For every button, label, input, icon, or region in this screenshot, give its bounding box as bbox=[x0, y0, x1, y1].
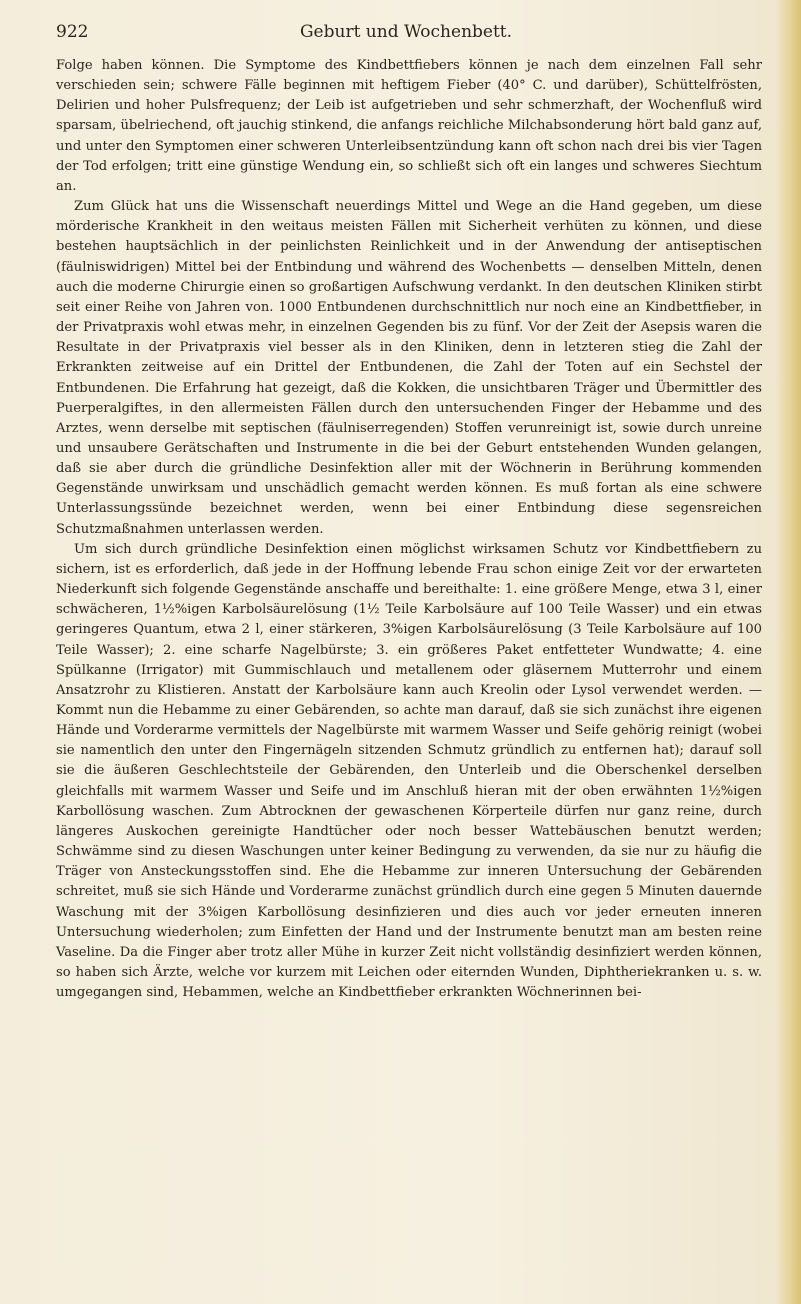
paragraph-disinfection: Um sich durch gründliche Desinfektion einen möglichst wirksamen Schutz vor Kindbettfiebern zu sichern, ist es erforderlich, daß jede in der Hoffnung lebende Frau schon einige Zeit vor der erwarteten Niederkunft sich folgende Gegenstände anschaffe und bereithalte: 1. eine größere Menge, etwa 3 l, einer schwächeren, 1½%igen Karbolsäurelösung (1½ Teile Karbolsäure auf 100 Teile Wasser) und ein etwas geringeres Quantum, etwa 2 l, einer stärkeren, 3%igen Karbolsäurelösung (3 Teile Karbolsäure auf 100 Teile Wasser); 2. eine scharfe Nagelbürste; 3. ein größeres Paket entfetteter Wundwatte; 4. eine Spülkanne (Irrigator) mit Gummischlauch und metallenem oder gläsernem Mutterrohr und einem Ansatzrohr zu Klistieren. Anstatt der Karbolsäure kann auch Kreolin oder Lysol verwendet werden. — Kommt nun die Hebamme zu einer Gebärenden, so achte man darauf, daß sie sich zunächst ihre eigenen Hände und Vorderarme vermittels der Nagelbürste mit warmem Wasser und Seife gehörig reinigt (wobei sie namentlich den unter den Fingernägeln sitzenden Schmutz gründlich zu entfernen hat); darauf soll sie die äußeren Geschlechtsteile der Gebärenden, den Unterleib und die Oberschenkel derselben gleichfalls mit warmem Wasser und Seife und im Anschluß hieran mit der oben erwähnten 1½%igen Karbollösung waschen. Zum Abtrocknen der gewaschenen Körperteile dürfen nur ganz reine, durch längeres Auskochen gereinigte Handtücher oder noch besser Wattebäuschen benutzt werden; Schwämme sind zu diesen Waschungen unter keiner Bedingung zu verwenden, da sie nur zu häufig die Träger von Ansteckungsstoffen sind. Ehe die Hebamme zur inneren Untersuchung der Gebärenden schreitet, muß sie sich Hände und Vorderarme zunächst gründlich durch eine gegen 5 Minuten dauernde Waschung mit der 3%igen Karbollösung desinfizieren und dies auch vor jeder erneuten inneren Untersuchung wiederholen; zum Einfetten der Hand und der Instrumente benutzt man am besten reine Vaseline. Da die Finger aber trotz aller Mühe in kurzer Zeit nicht vollständig desinfiziert werden können, so haben sich Ärzte, welche vor kurzem mit Leichen oder eiternden Wunden, Diphtheriekranken u. s. w. umgegangen sind, Hebammen, welche an Kindbettfieber erkrankten Wöchnerinnen bei- bbox=[56, 541, 762, 1001]
page-header bbox=[56, 22, 756, 46]
body-text bbox=[56, 56, 762, 1003]
running-title: Geburt und Wochenbett. bbox=[299, 22, 513, 42]
page-number: 922 bbox=[56, 22, 89, 42]
page-edge bbox=[775, 0, 801, 1304]
paragraph-symptoms: Folge haben können. Die Symptome des Kindbettfiebers können je nach dem einzelnen Fall sehr verschieden sein; schwere Fälle beginnen mit heftigem Fieber (40° C. und darüber), Schüttelfrösten, Delirien und hoher Pulsfrequenz; der Leib ist aufgetrieben und sehr schmerzhaft, der Wochenfluß wird sparsam, übelriechend, oft jauchig stinkend, die anfangs reichliche Milchabsonderung hört bald ganz auf, und unter den Symptomen einer schweren Unterleibsentzündung kann oft schon nach drei bis vier Tagen der Tod erfolgen; tritt eine günstige Wendung ein, so schließt sich oft ein langes und schweres Siechtum an. bbox=[56, 58, 762, 194]
paragraph-prevention: Zum Glück hat uns die Wissenschaft neuerdings Mittel und Wege an die Hand gegeben, um diese mörderische Krankheit in den weitaus meisten Fällen mit Sicherheit verhüten zu können, und diese bestehen hauptsächlich in der peinlichsten Reinlichkeit und in der Anwendung der antiseptischen (fäulniswidrigen) Mittel bei der Entbindung und während des Wochenbetts — denselben Mitteln, denen auch die moderne Chirurgie einen so großartigen Aufschwung verdankt. In den deutschen Kliniken stirbt seit einer Reihe von Jahren von. 1000 Entbundenen durchschnittlich nur noch eine an Kindbettfieber, in der Privatpraxis wohl etwas mehr, in einzelnen Gegenden bis zu fünf. Vor der Zeit der Asepsis waren die Resultate in der Privatpraxis viel besser als in den Kliniken, denn in letzteren stieg die Zahl der Erkrankten zeitweise auf ein Drittel der Entbundenen, die Zahl der Toten auf ein Sechstel der Entbundenen. Die Erfahrung hat gezeigt, daß die Kokken, die unsichtbaren Träger und Übermittler des Puerperalgiftes, in den allermeisten Fällen durch den untersuchenden Finger der Hebamme und des Arztes, wenn derselbe mit septischen (fäulniserregenden) Stoffen verunreinigt ist, sowie durch unreine und unsaubere Gerätschaften und Instrumente in die bei der Geburt entstehenden Wunden gelangen, daß sie aber durch die gründliche Desinfektion aller mit der Wöchnerin in Berührung kommenden Gegenstände unwirksam und unschädlich gemacht werden können. Es muß fortan als eine schwere Unterlassungssünde bezeichnet werden, wenn bei einer Entbindung diese segensreichen Schutzmaßnahmen unterlassen werden. bbox=[56, 199, 762, 537]
